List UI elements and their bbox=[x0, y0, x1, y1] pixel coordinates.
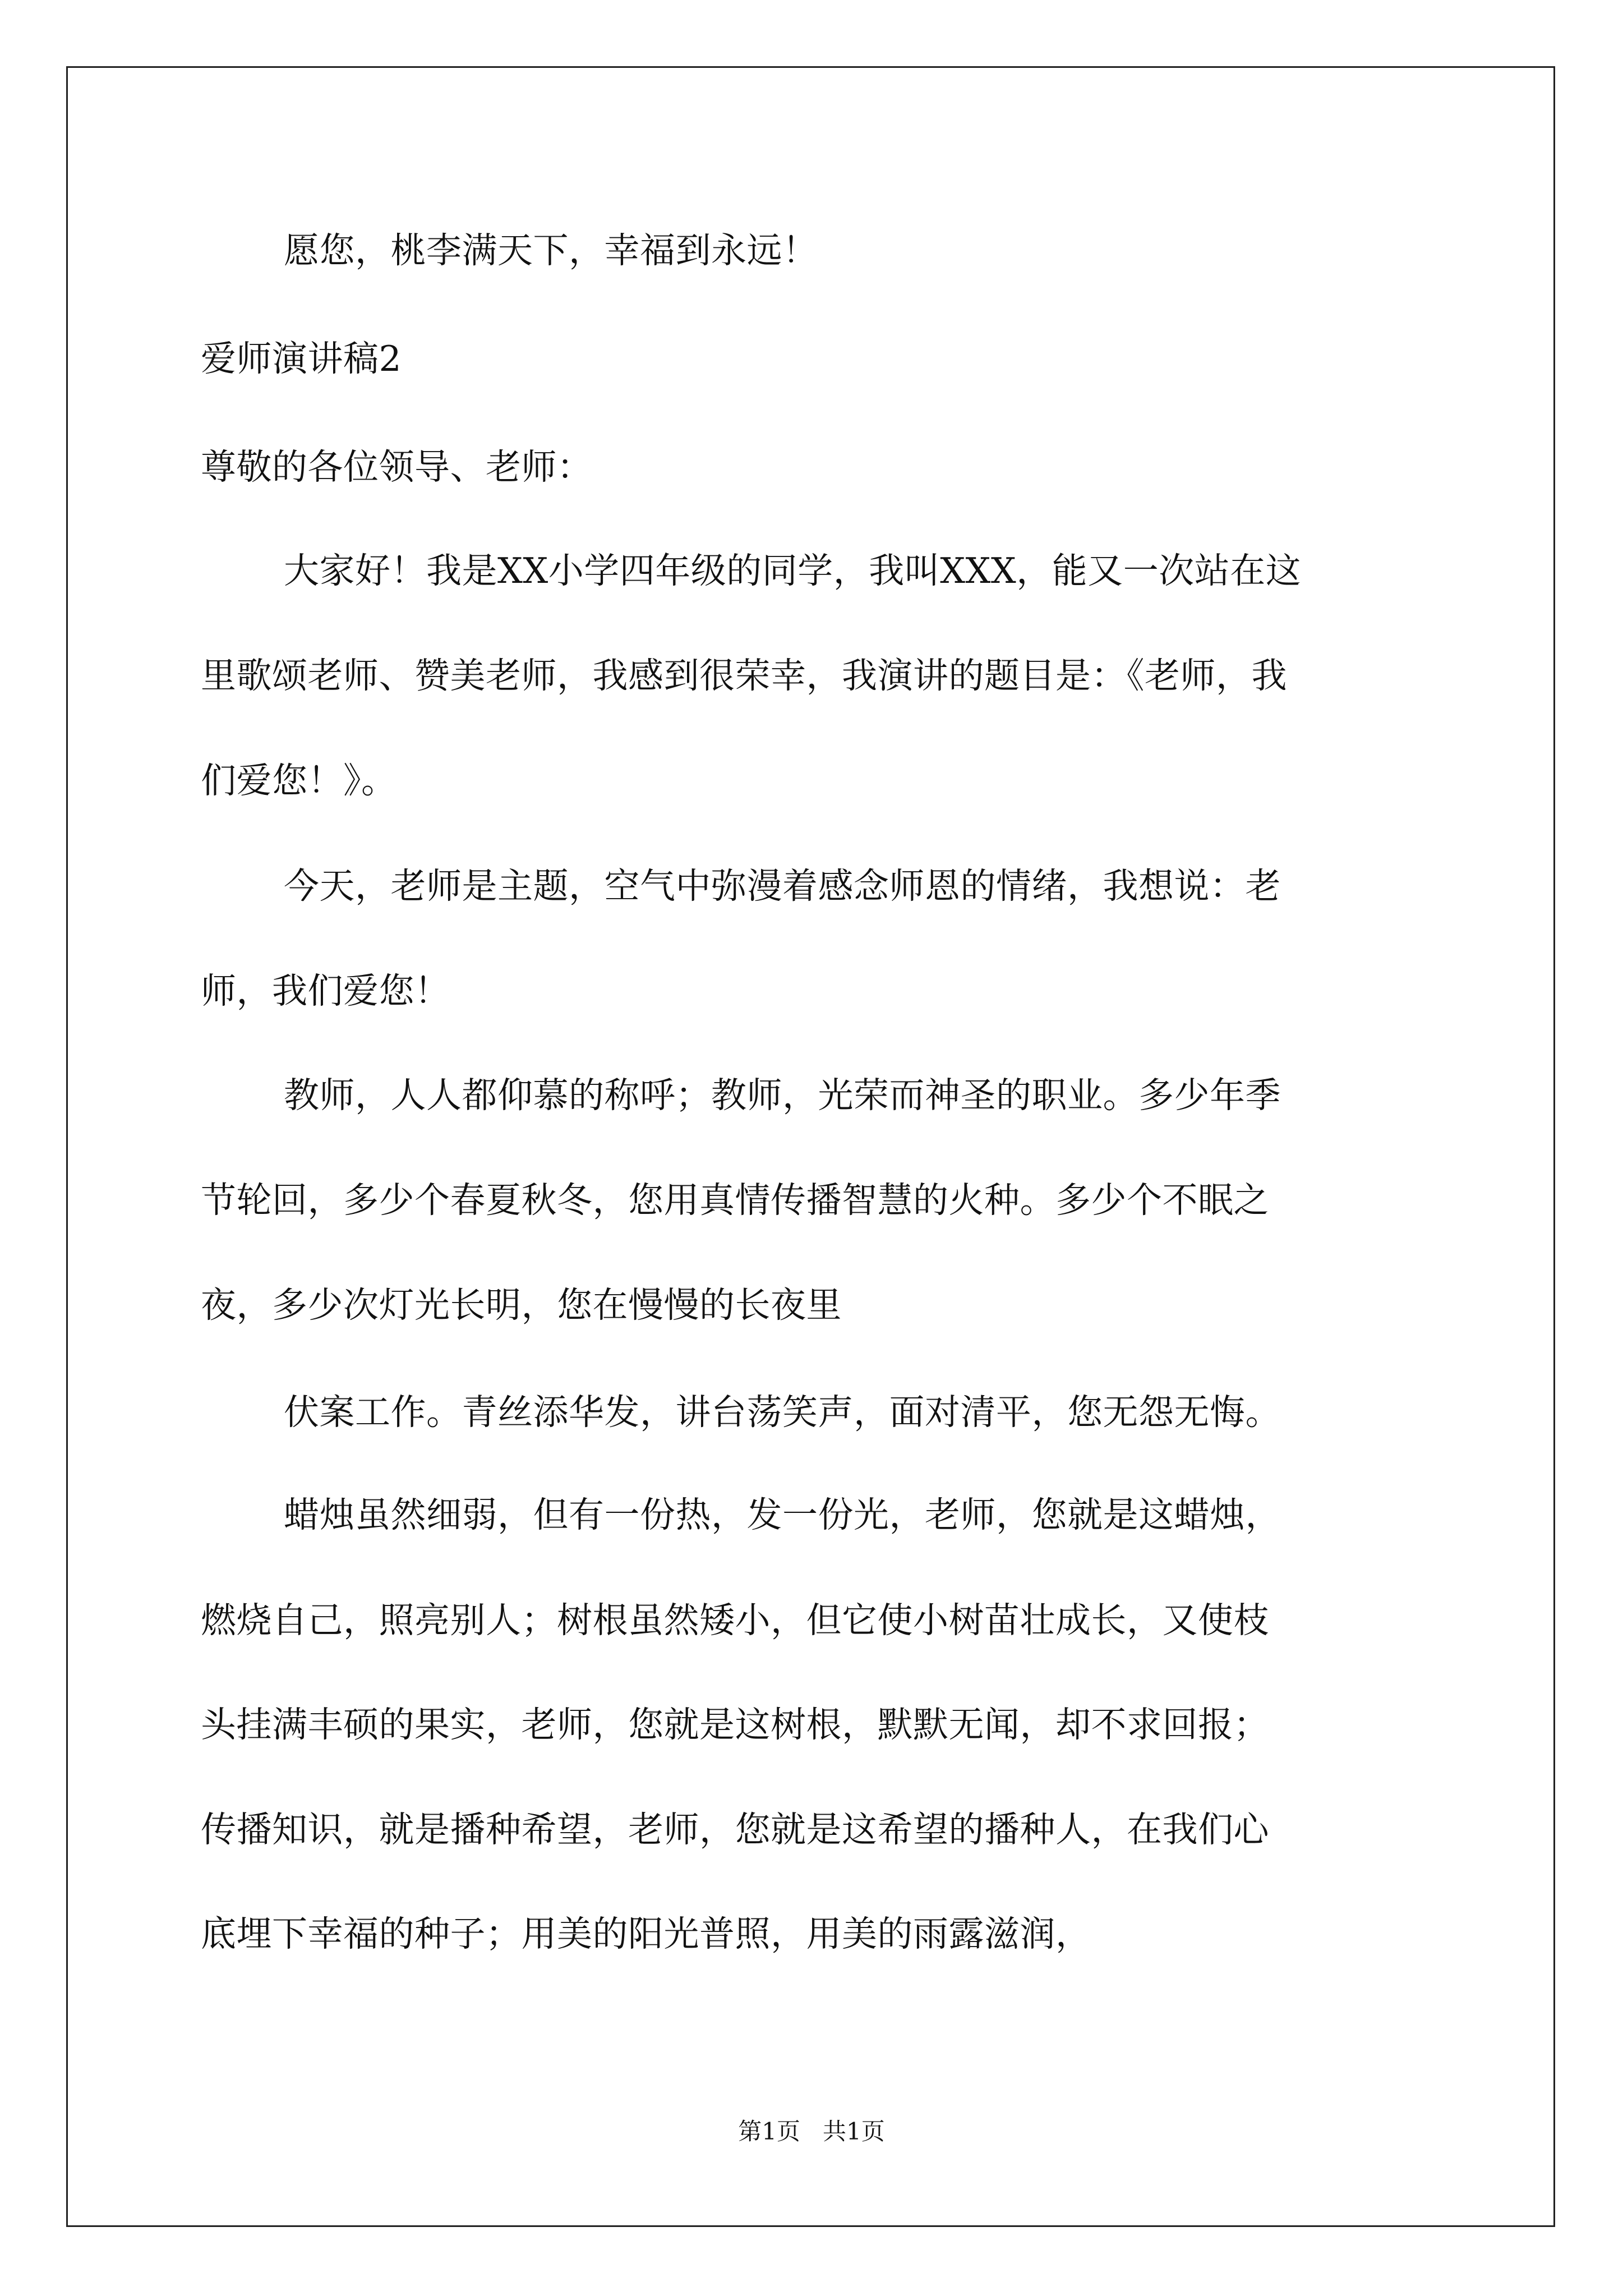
paragraph-line: 今天，老师是主题，空气中弥漫着感念师恩的情绪，我想说：老 bbox=[284, 866, 1281, 907]
page-footer bbox=[0, 2116, 1623, 2147]
paragraph-line: 里歌颂老师、赞美老师，我感到很荣幸，我演讲的题目是：《老师，我 bbox=[201, 655, 1287, 696]
paragraph-line: 节轮回，多少个春夏秋冬，您用真情传播智慧的火种。多少个不眠之 bbox=[201, 1180, 1269, 1221]
page-border bbox=[66, 66, 1555, 2227]
paragraph-line: 夜，多少次灯光长明，您在慢慢的长夜里 bbox=[201, 1285, 842, 1326]
paragraph-line: 愿您，桃李满天下，幸福到永远！ bbox=[284, 230, 818, 271]
paragraph-line: 蜡烛虽然细弱，但有一份热，发一份光，老师，您就是这蜡烛， bbox=[284, 1494, 1281, 1535]
paragraph-line: 伏案工作。青丝添华发，讲台荡笑声，面对清平，您无怨无悔。 bbox=[284, 1392, 1281, 1433]
paragraph-line: 传播知识，就是播种希望，老师，您就是这希望的播种人，在我们心 bbox=[201, 1809, 1269, 1850]
page-total: 共1页 bbox=[823, 2118, 885, 2145]
paragraph-line: 头挂满丰硕的果实，老师，您就是这树根，默默无闻，却不求回报； bbox=[201, 1704, 1269, 1745]
paragraph-line: 们爱您！》。 bbox=[201, 760, 397, 801]
paragraph-line: 燃烧自己，照亮别人；树根虽然矮小，但它使小树苗壮成长，又使枝 bbox=[201, 1600, 1269, 1641]
paragraph-line: 大家好！我是XX小学四年级的同学，我叫XXX，能又一次站在这 bbox=[284, 550, 1302, 591]
paragraph-line: 师，我们爱您！ bbox=[201, 970, 450, 1011]
section-title: 爱师演讲稿2 bbox=[201, 338, 402, 379]
page-number: 第1页 bbox=[738, 2118, 800, 2145]
paragraph-line: 底埋下幸福的种子；用美的阳光普照，用美的雨露滋润， bbox=[201, 1913, 1091, 1954]
salutation: 尊敬的各位领导、老师： bbox=[201, 447, 593, 487]
paragraph-line: 教师，人人都仰慕的称呼；教师，光荣而神圣的职业。多少年季 bbox=[284, 1075, 1281, 1116]
